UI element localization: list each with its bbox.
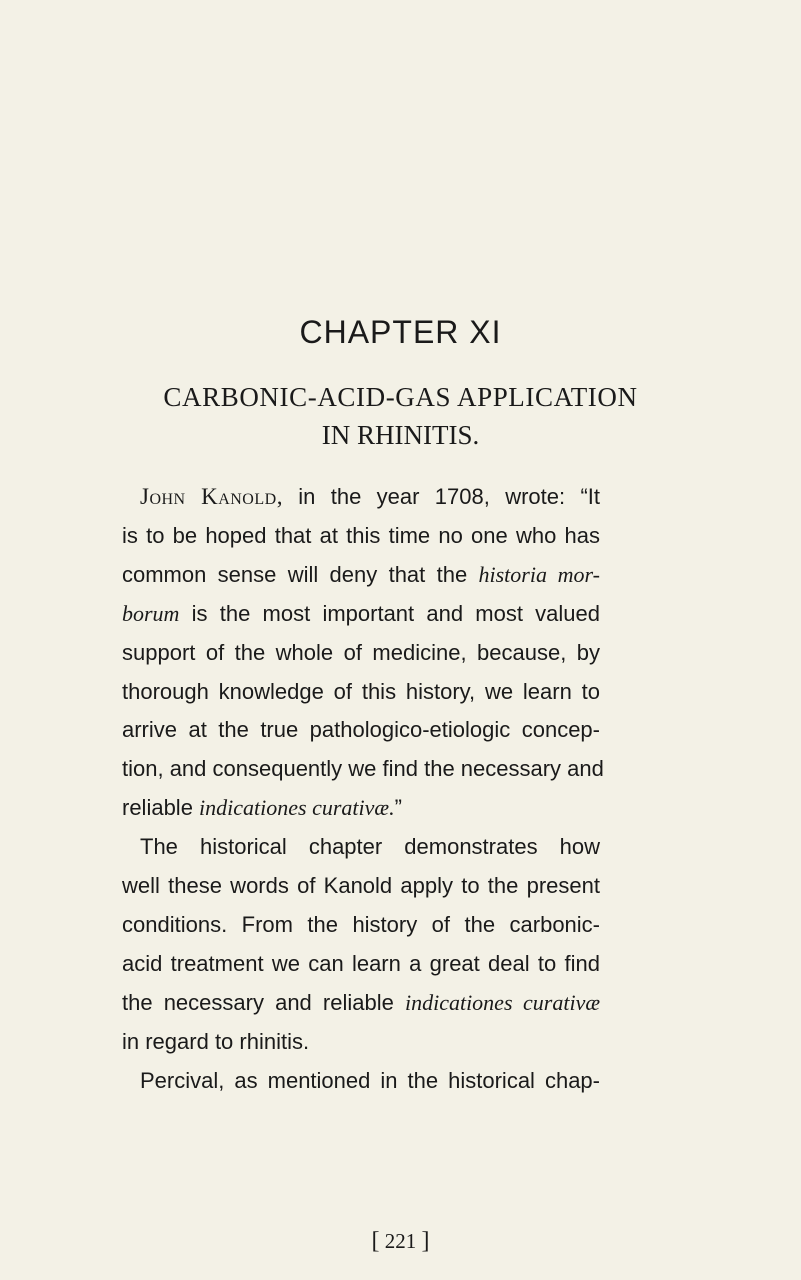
text-line: conditions. From the history of the carbonic-	[122, 911, 600, 937]
text-fragment: is the most important and most valued	[179, 600, 600, 626]
author-name: John Kanold,	[140, 484, 283, 509]
text-line: arrive at the true pathologico-etiologic concep-	[122, 717, 600, 743]
text-line: thorough knowledge of this history, we learn to	[122, 678, 600, 704]
text-line	[122, 789, 600, 828]
text-fragment: reliable	[122, 795, 200, 821]
italic-term: indicationes curativæ	[404, 989, 601, 1015]
text-line: acid treatment we can learn a great deal to find	[122, 950, 600, 976]
text-line: tion, and consequently we find the necessary and	[122, 756, 604, 782]
folio-bracket-open: [	[371, 1228, 380, 1254]
text-line: in regard to rhinitis.	[122, 1028, 310, 1054]
body-text	[122, 478, 604, 1101]
chapter-heading	[0, 378, 801, 454]
page-number	[0, 1228, 801, 1255]
text-line: The historical chapter demonstrates how	[140, 834, 600, 860]
italic-term: borum	[122, 600, 180, 626]
text-line	[122, 556, 600, 595]
heading-line-1: CARBONIC-ACID-GAS APPLICATION	[163, 382, 638, 412]
text-line: support of the whole of medicine, because, by	[122, 639, 600, 665]
text-line	[122, 595, 600, 634]
chapter-title: CHAPTER XI	[299, 314, 502, 350]
text-fragment: in the year 1708, wrote: “It	[282, 484, 600, 509]
heading-line-2: IN RHINITIS.	[321, 420, 480, 450]
text-fragment: common sense will deny that the	[122, 561, 479, 587]
text-line: Percival, as mentioned in the historical chap-	[140, 1067, 600, 1093]
italic-term: historia mor-	[478, 561, 600, 587]
text-fragment: ”	[394, 795, 402, 821]
text-line: well these words of Kanold apply to the present	[122, 873, 600, 899]
text-fragment: the necessary and reliable	[122, 989, 405, 1015]
text-line: is to be hoped that at this time no one who has	[122, 522, 600, 548]
text-line	[122, 984, 600, 1023]
folio-number: 221	[384, 1229, 417, 1253]
italic-term: indicationes curativæ.	[199, 795, 395, 821]
text-line	[122, 478, 600, 517]
folio-bracket-close: ]	[421, 1228, 430, 1254]
